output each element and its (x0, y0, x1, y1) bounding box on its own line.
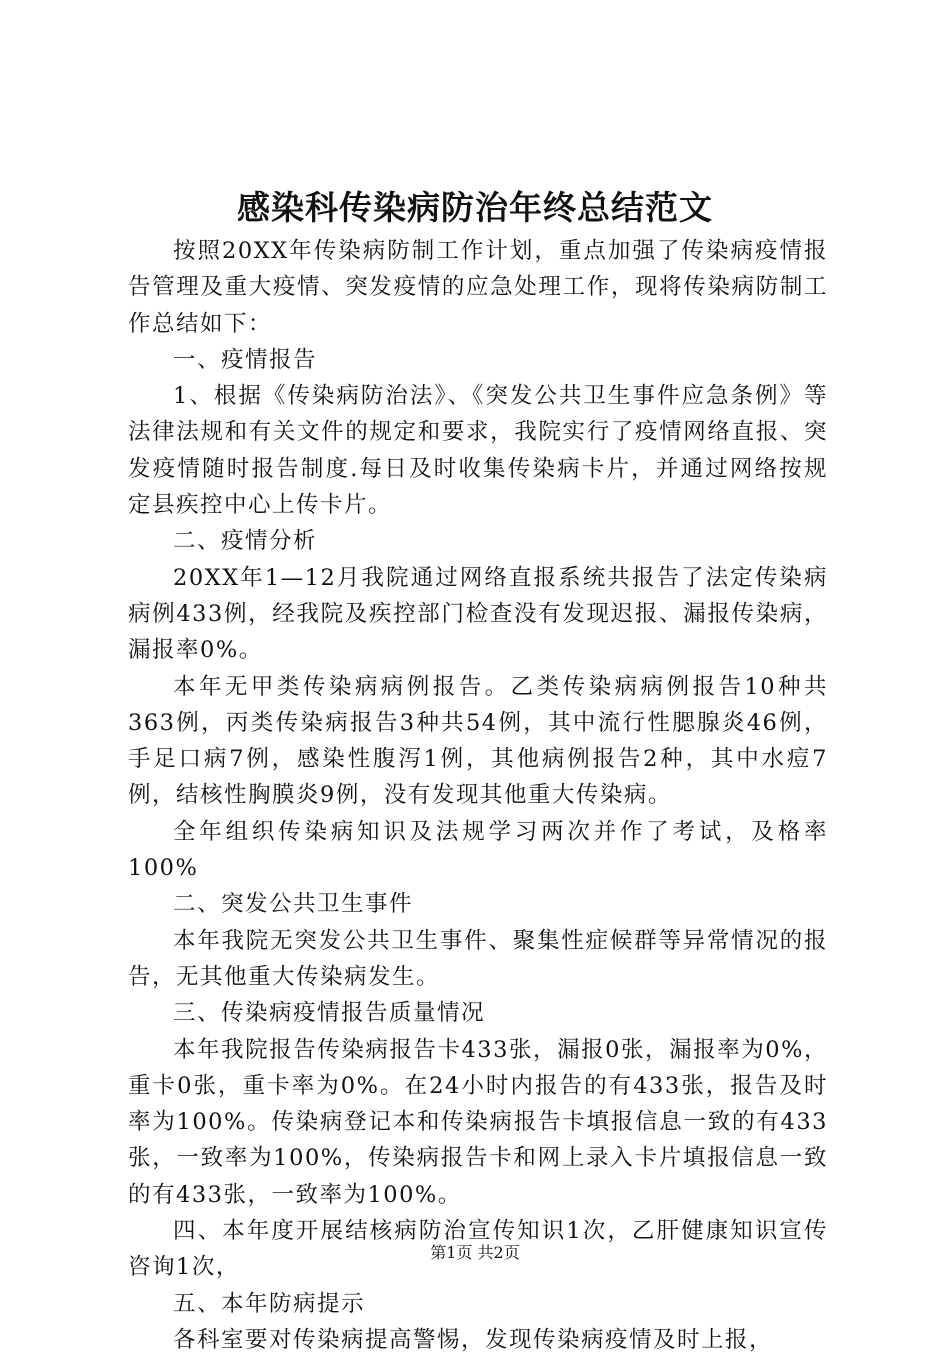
intro-paragraph: 按照20XX年传染病防制工作计划，重点加强了传染病疫情报告管理及重大疫情、突发疫情的应急处理工作，现将传染病防制工作总结如下： (128, 238, 828, 337)
paragraph-case-breakdown: 本年无甲类传染病病例报告。乙类传染病病例报告10种共363例，丙类传染病报告3种共54例，其中流行性腮腺炎46例，手足口病7例，感染性腹泻1例，其他病例报告2种，其中水痘7例，结核性胸膜炎9例，没有发现其他重大传染病。 (128, 673, 828, 809)
paragraph-case-total: 20XX年1—12月我院通过网络直报系统共报告了法定传染病病例433例，经我院及疾控部门检查没有发现迟报、漏报传染病，漏报率0%。 (128, 564, 828, 664)
section-heading-tb-campaign: 四、本年度开展结核病防治宣传知识1次，乙肝健康知识宣传咨询1次， (128, 1218, 828, 1281)
section-heading-epidemic-analysis: 二、疫情分析 (173, 528, 318, 555)
section-heading-prevention-tips: 五、本年防病提示 (173, 1290, 366, 1317)
document-title: 感染科传染病防治年终总结范文 (237, 188, 713, 227)
page-number-footer: 第1页 共2页 (430, 1243, 520, 1262)
paragraph-training: 全年组织传染病知识及法规学习两次并作了考试，及格率100% (128, 818, 828, 882)
paragraph-report-quality: 本年我院报告传染病报告卡433张，漏报0张，漏报率为0%，重卡0张，重卡率为0%。在24小时内报告的有433张，报告及时率为100%。传染病登记本和传染病报告卡填报信息一致的有433张，一致率为100%，传染病报告卡和网上录入卡片填报信息一致的有433张，一致率为100%。 (128, 1036, 828, 1208)
paragraph-prevention-tips: 各科室要对传染病提高警惕，发现传染病疫情及时上报， (173, 1326, 774, 1353)
paragraph-public-health-events: 本年我院无突发公共卫生事件、聚集性症候群等异常情况的报告，无其他重大传染病发生。 (128, 927, 828, 990)
paragraph-reporting-rules: 1、根据《传染病防治法》、《突发公共卫生事件应急条例》等法律法规和有关文件的规定和要求，我院实行了疫情网络直报、突发疫情随时报告制度.每日及时收集传染病卡片，并通过网络按规定县疾控中心上传卡片。 (128, 383, 828, 519)
section-heading-report-quality: 三、传染病疫情报告质量情况 (173, 1000, 486, 1027)
document-body (128, 233, 828, 1358)
section-heading-epidemic-report: 一、疫情报告 (173, 346, 318, 373)
section-heading-public-health-events: 二、突发公共卫生事件 (173, 891, 414, 918)
